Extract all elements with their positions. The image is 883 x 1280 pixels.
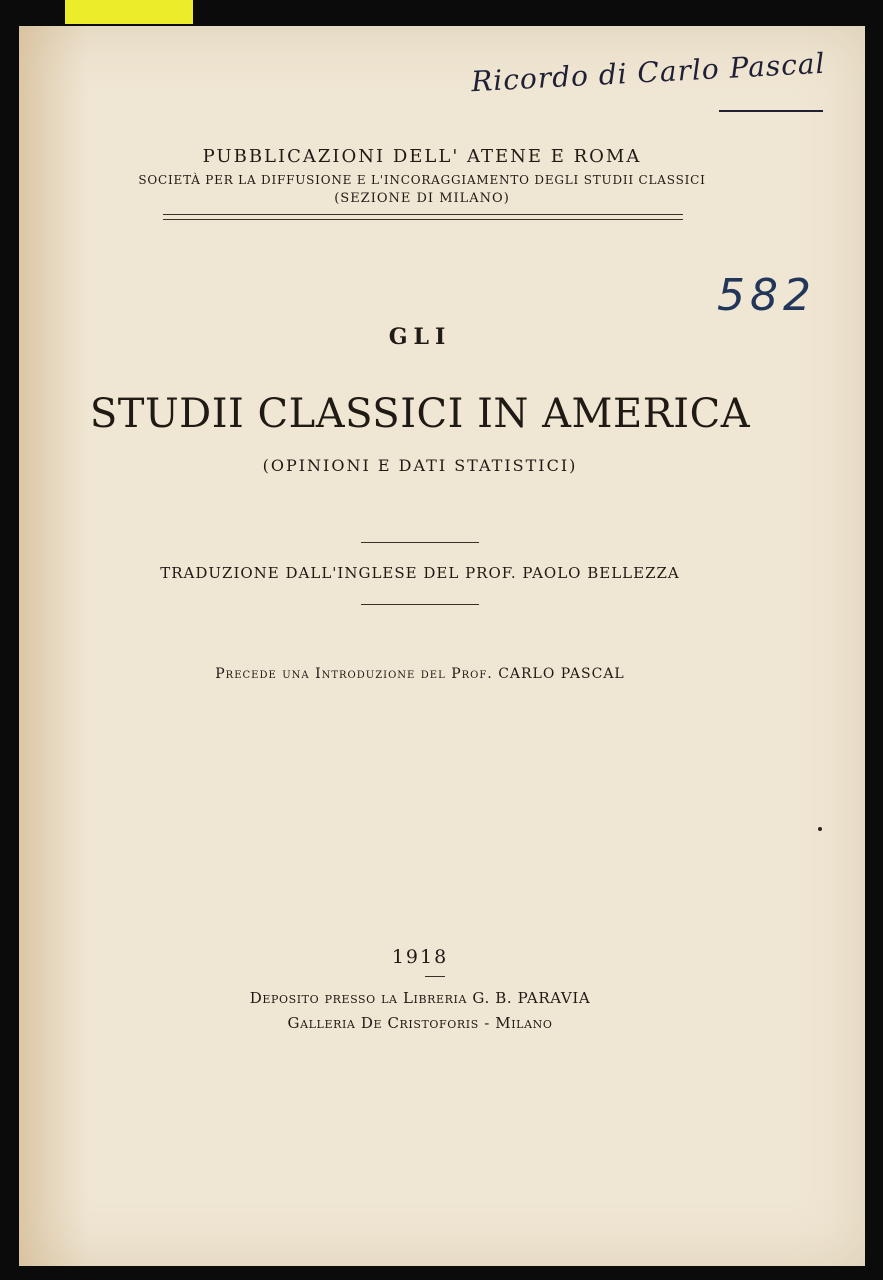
publisher-name: G. B. PARAVIA [472,989,591,1007]
pretitle: GLI [388,324,452,350]
subtitle: (OPINIONI E DATI STATISTICI) [262,456,578,475]
title-page [19,26,865,1266]
deposit-line [0,989,843,1007]
introduction-author: CARLO PASCAL [498,666,625,682]
society-line: SOCIETÀ PER LA DIFFUSIONE E L'INCORAGGIAMENTO DEGLI STUDII CLASSICI [138,173,706,187]
publisher-address: Galleria De Cristoforis - Milano [287,1014,553,1032]
divider-rule-bottom [361,604,479,605]
section-line: (SEZIONE DI MILANO) [334,191,510,206]
deposit-lead: Deposito presso la Libreria [249,989,468,1007]
header-double-rule [163,214,683,220]
ink-dot [818,827,822,831]
publication-year: 1918 [391,946,449,968]
translation-credit: TRADUZIONE DALL'INGLESE DEL PROF. PAOLO BELLEZZA [160,564,680,582]
handwritten-inscription: Ricordo di Carlo Pascal [470,46,827,99]
catalog-number: 582 [717,270,816,321]
yellow-tab [65,0,193,24]
series-title: PUBBLICAZIONI DELL' ATENE E ROMA [202,146,642,167]
main-title: STUDII CLASSICI IN AMERICA [89,391,751,437]
divider-rule-top [361,542,479,543]
year-rule [425,976,445,977]
introduction-lead: Precede una Introduzione del Prof. [215,666,493,682]
inscription-underline [719,110,823,112]
introduction-credit [0,666,843,682]
